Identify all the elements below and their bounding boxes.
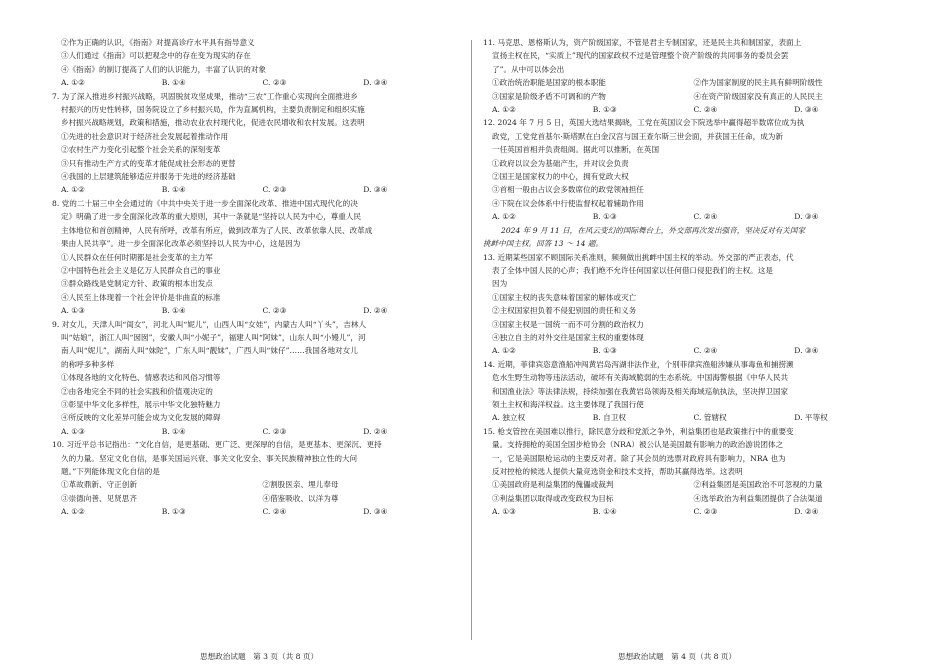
question-stem-line: 政党，工党党首基尔·斯塔默在白金汉宫与国王查尔斯三世会面，并获国王任命，成为新 [492,131,783,141]
choice-a: A. ①② [492,212,516,222]
statement: ③崇德向善、见贤思齐 [61,493,137,503]
choice-a: A. ①③ [61,426,85,436]
statement: ③国家主权是一国统一而不可分割的政治权力 [492,319,644,329]
choice-a: A. ①③ [492,507,516,517]
q7-choices [52,183,464,196]
choice-d: D. ③④ [794,105,819,115]
statement: ②作为国家制度的民主具有鲜明阶级性 [693,78,823,88]
choice-d: D. ②④ [363,306,388,316]
q6-choices [52,76,464,89]
q10-choices [52,505,464,518]
statement: ③国家是阶级矛盾不可调和的产物 [492,91,606,101]
choice-c: C. ②④ [693,105,718,115]
choice-a: A. ①② [492,105,516,115]
choice-a: A. ①② [492,346,516,356]
statement: ④选举政治为利益集团提供了合法渠道 [693,493,823,503]
question-9 [52,318,464,439]
choice-c: C. ②③ [262,185,287,195]
choice-d: D. ②④ [363,426,388,436]
statement: ②中国特色社会主义是亿万人民群众自己的事业 [61,265,221,275]
statement: ③群众路线是党制定方针、政策的根本出发点 [61,279,213,289]
choice-a: A. ①② [61,185,85,195]
question-stem-line: 宣扬主权在民，“实质上”现代的国家政权不过是管理整个资产阶级的共同事务的委员会罢 [492,51,789,61]
choice-c: C. ②③ [262,426,287,436]
choice-c: C. ②④ [262,507,287,517]
question-stem-line: 主体地位和首创精神，人民有所呼，改革有所应，做到改革为了人民、改革依靠人民、改革成 [61,225,373,235]
q11-choices [483,103,895,116]
question-stem-line: 果由人民共享”。进一步全面深化改革必须坚持以人民为中心，这是因为 [61,239,301,249]
statement: ④下院在议会体系中行使监督权起着辅助作用 [492,198,644,208]
statement: ②主权国家担负着不侵犯别国的责任和义务 [492,306,637,316]
question-stem-line: 14. 近期，菲律宾恣意渔船冲闯黄岩岛泻湖非法作业，个别菲律宾渔船涉嫌从事毒鱼和捕捞濒 [483,359,794,369]
option-line: ②作为正确的认识，《指南》对提高诊疗水平具有指导意义 [61,38,255,47]
choice-d: D. ③④ [363,78,388,88]
question-stem-line: 和国渔业法》等法律法规，持续加强在我黄岩岛领海及相关海域巡航执法，坚决捍卫国家 [492,386,789,396]
choice-b: B. ①④ [161,78,186,88]
question-stem-line: 因为 [492,279,508,289]
choice-b: B. ①④ [592,507,617,517]
choice-a: A. ①③ [61,306,85,316]
statement: ④借鉴吸收、以洋为尊 [262,493,339,503]
material-line: 挑衅中国主权。回答 13 ～ 14 题。 [483,239,604,249]
choice-c: C. ②③ [693,507,718,517]
left-column [52,36,464,519]
option-line: ④《指南》的制订提高了人们的认识能力，丰富了认识的对象 [61,64,267,74]
column-divider [471,40,472,640]
question-stem-line: 7. 为了深入推进乡村振兴战略，巩固脱贫攻坚成果，推动“三农”工作重心实现向全面推进乡 [52,91,358,101]
question-stem-line: 一，它是美国限枪运动的主要反对者。除了其会员的选票对政府具有影响力，NRA 也为 [492,453,786,463]
question-stem-line: 的称呼多种多样 [61,359,115,369]
statement: ④我国的上层建筑能够适应并服务于先进的经济基础 [61,172,236,182]
statement: ①政府以议会为基础产生，并对议会负责 [492,158,629,168]
question-8 [52,197,464,318]
page-footer-left: 思想政治试题 第 3 页（共 8 页） [200,652,319,661]
question-stem-line: 11. 马克思、恩格斯认为，资产阶级国家，不管是君主专制国家，还是民主共和制国家，表面上 [483,38,802,47]
question-stem-line: 乡村振兴战略规划，政策和措施，推动农业农村现代化，促进农民增收和农村发展。这表明 [61,118,365,128]
question-15 [483,425,895,519]
statement: ②国王是国家权力的中心，拥有党政大权 [492,172,629,182]
q9-choices [52,425,464,438]
statement: ②割股医亲、埋儿奉母 [262,480,339,490]
option-line: ③人们通过《指南》可以把观念中的存在变为现实的存在 [61,51,251,61]
statement: ①国家主权的丧失意味着国家的解体或灭亡 [492,292,637,302]
statement: ②利益集团是美国政治不可忽视的力量 [693,480,823,490]
statement-row [483,90,895,103]
statement: ①政治统治职能是国家的根本职能 [492,78,606,88]
material-passage [483,224,895,251]
question-stem-line: 表了全体中国人民的心声；我们绝不允许任何国家以任何借口侵犯我们的主权。这是 [492,265,773,275]
statement: ④人民至上体现着一个社会评价是非曲直的标准 [61,292,221,302]
q13-choices [483,344,895,357]
question-stem-line: 了”。从中可以体会出 [492,64,565,74]
statement: ②由各地完全不同的社会实践和价值观决定的 [61,386,213,396]
statement: ③利益集团以取得或改变政权为目标 [492,493,614,503]
choice-b: B. ①③ [592,105,617,115]
question-stem-line: 8. 党的二十届三中全会通过的《中共中央关于进一步全面深化改革、推进中国式现代化的决 [52,198,358,208]
statement: ②农村生产力变化引起整个社会关系的深刻变革 [61,145,221,155]
choice-d: D. ③④ [794,212,819,222]
statement: ①体现各地的文化特色、情感表达和风俗习惯等 [61,373,221,383]
question-stem-line: 村振兴的历史性转移，国务院设立了乡村振兴局，作为直属机构，主要负责制定和组织实施 [61,105,365,115]
statement: ①人民群众在任何时期都是社会变革的主力军 [61,252,213,262]
statement: ④独立自主的对外交往是国家主权的重要体现 [492,332,644,342]
choice-b: B. ①④ [161,185,186,195]
statement-row [52,478,464,491]
statement: ③首相一般由占议会多数席位的政党领袖担任 [492,185,644,195]
material-line: 2024 年 9 月 11 日，在风云变幻的国际舞台上，外交部再次发出强音，坚决反对有关国家 [501,225,806,235]
choice-b: B. ①③ [592,212,617,222]
question-stem-line: 题。”下列能体现文化自信的是 [61,467,160,476]
question-stem-line: 10. 习近平总书记指出：“文化自信，是更基础、更广泛、更深厚的自信，是更基本、更深沉、更持 [52,440,382,450]
choice-d: D. ③④ [794,346,819,356]
question-10 [52,438,464,518]
statement: ①先进的社会意识对于经济社会发展起着推动作用 [61,131,229,141]
choice-b: B. 自卫权 [592,413,626,423]
question-stem-line: 反对控枪的候选人提供大量竞选资金和技术支持，帮助其赢得选举。这表明 [492,467,743,476]
choice-b: B. ①③ [592,346,617,356]
q6-remaining-options [52,36,464,76]
statement-row [483,478,895,491]
q15-choices [483,505,895,518]
choice-c: C. ②④ [693,346,718,356]
question-stem-line: 久的力量。坚定文化自信，是事关国运兴衰、事关文化安全、事关民族精神独立性的大问 [61,453,358,463]
question-11 [483,36,895,116]
choice-c: C. ②③ [262,78,287,88]
question-12 [483,116,895,223]
statement: ③彰显中华文化多样性，展示中华文化独特魅力 [61,399,221,409]
question-stem-line: 一任英国首相并负责组阁。据此可以推断，在英国 [492,145,660,155]
question-stem-line: 危水生野生动物等违法活动，破坏有关海域脆弱的生态系统。中国海警根据《中华人民共 [492,373,789,383]
question-stem-line: 12. 2024 年 7 月 5 日，英国大选结果揭晓，工党在英国议会下院选举中赢得超半数席位成为执 [483,118,805,128]
q12-choices [483,210,895,223]
question-14 [483,358,895,425]
question-stem-line: 15. 枪支管控在美国难以推行，除民意分歧和党派之争外，利益集团也是政策推行中的重要变 [483,426,794,436]
question-stem-line: 领土主权和海洋权益。这主要体现了我国行使 [492,399,644,409]
choice-b: B. ①③ [161,507,186,517]
choice-a: A. ①② [61,507,85,517]
choice-d: D. ②④ [794,507,819,517]
statement: ①美国政府是利益集团的傀儡或裁判 [492,480,614,490]
question-13 [483,251,895,358]
choice-a: A. ①② [61,78,85,88]
statement-row [483,76,895,89]
q14-choices [483,411,895,424]
choice-c: C. ②③ [262,306,287,316]
page-footer-right: 思想政治试题 第 4 页（共 8 页） [618,652,737,661]
choice-b: B. ①④ [161,306,186,316]
question-stem-line: 叫“姑娘”，浙江人叫“囡囡”，安徽人叫“小妮子”，福建人叫“阿妹”，山东人叫“小嫚儿”，河 [61,332,366,342]
question-stem-line: 13. 近期某些国家不顾国际关系准则，频频做出挑衅中国主权的举动。外交部的严正表态，代 [483,252,794,262]
statement: ④在资产阶级国家没有真正的人民民主 [693,91,823,101]
choice-a: A. 独立权 [492,413,526,423]
statement: ③只有推动生产方式的变革才能促成社会形态的更替 [61,158,236,168]
question-7 [52,90,464,197]
question-stem-line: 南人叫“妮儿”，湖南人叫“妹陀”，广东人叫“靓妹”，广西人叫“妹仔”……我国各地对女儿 [61,346,358,356]
statement-row [52,492,464,505]
statement: ④所反映的文化差异可能会成为文化发展的障碍 [61,413,221,423]
q8-choices [52,304,464,317]
choice-d: D. 平等权 [794,413,828,423]
question-stem-line: 定》明确了进一步全面深化改革的重大原则，其中一条就是“坚持以人民为中心，尊重人民 [61,212,362,222]
choice-b: B. ①④ [161,426,186,436]
choice-c: C. 管辖权 [693,413,727,423]
question-stem-line: 9. 对女儿，天津人叫“闺女”，河北人叫“妮儿”，山西人叫“女娃”，内蒙古人叫“丫头”，吉林人 [52,319,367,329]
choice-d: D. ③④ [363,185,388,195]
choice-c: C. ②④ [693,212,718,222]
statement-row [483,492,895,505]
statement: ①革故鼎新、守正创新 [61,480,137,490]
right-column [483,36,895,519]
question-stem-line: 量。支持拥枪的美国全国步枪协会（NRA）被公认是美国最有影响力的政治游说团体之 [492,440,784,450]
choice-d: D. ③④ [363,507,388,517]
